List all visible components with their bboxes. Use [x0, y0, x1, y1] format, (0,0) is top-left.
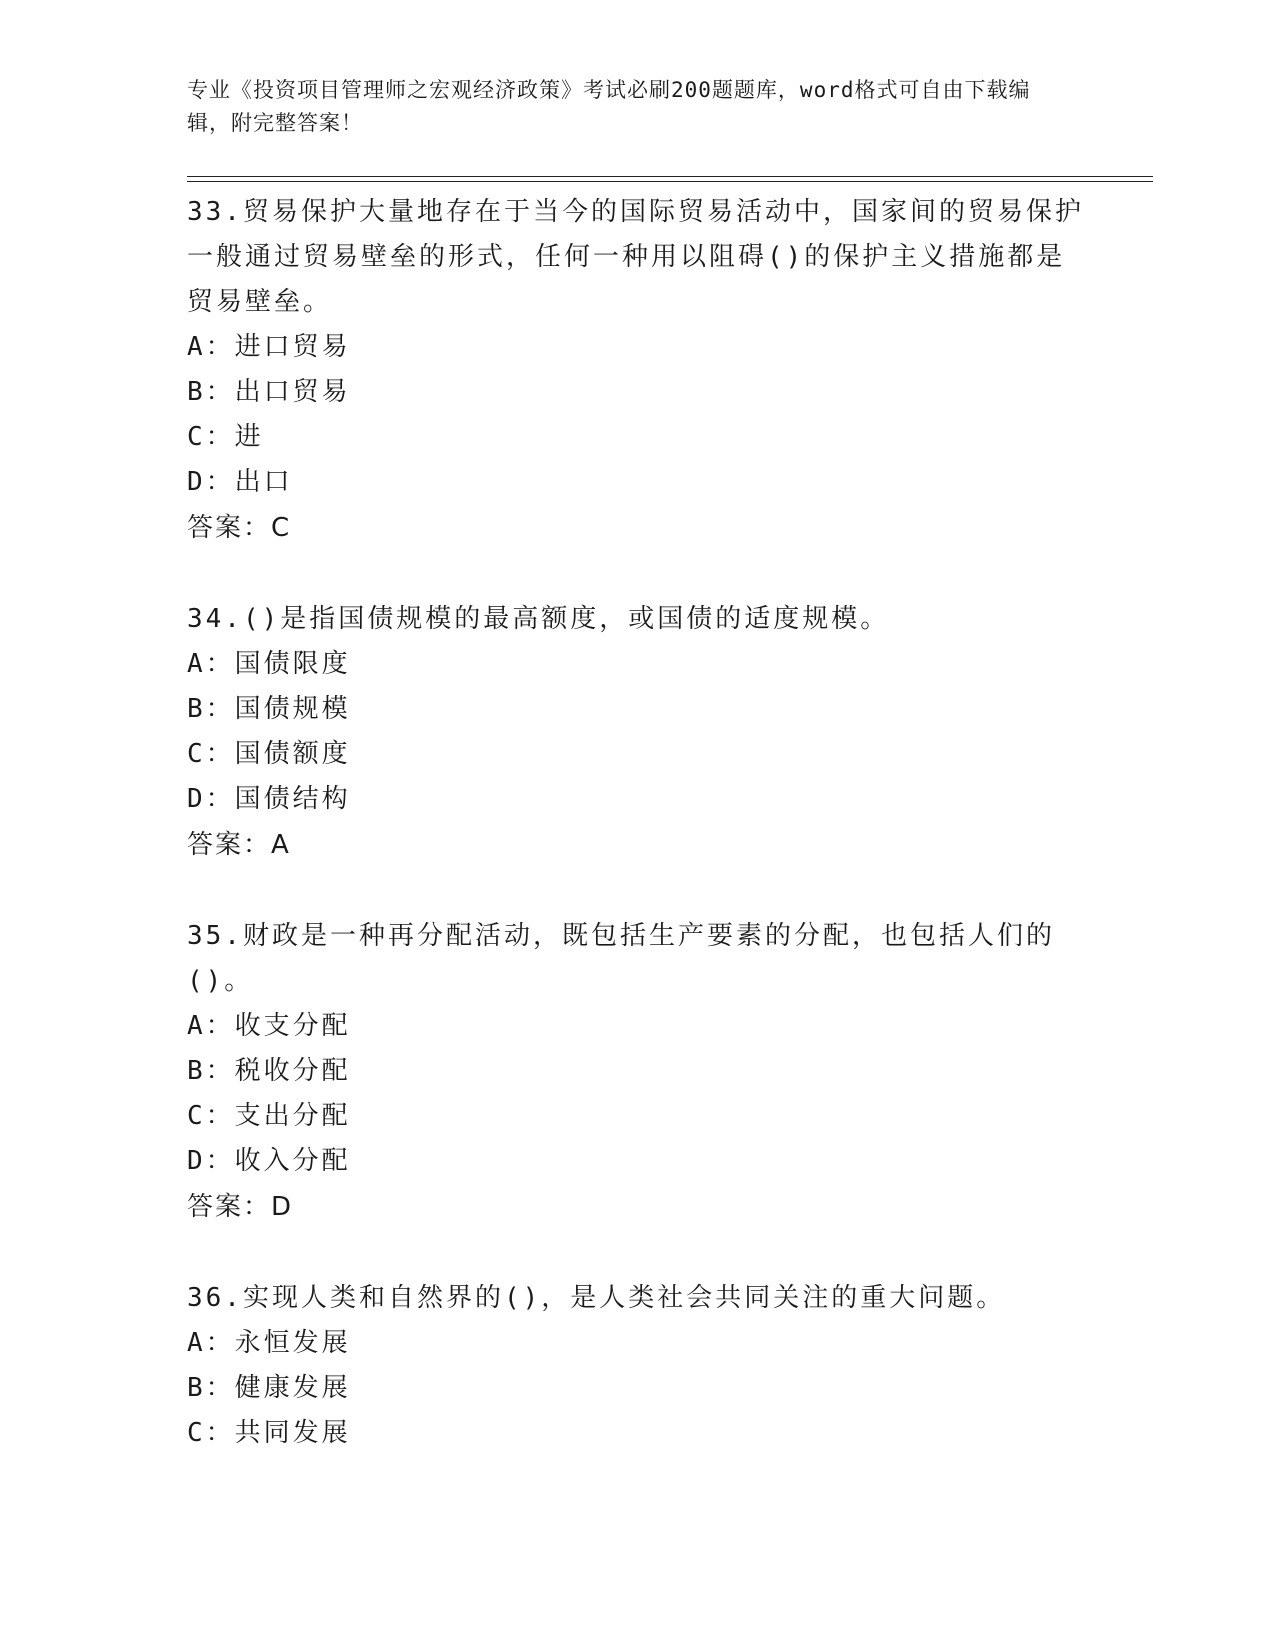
answer-line: 答案：D	[187, 1192, 294, 1222]
option-a: A：进口贸易	[187, 332, 351, 362]
option-b: B：国债规模	[187, 694, 351, 724]
question-stem: 35.财政是一种再分配活动，既包括生产要素的分配，也包括人们的()。	[187, 921, 1055, 996]
option-a: A：国债限度	[187, 649, 351, 679]
answer-line: 答案：A	[187, 830, 291, 860]
header-divider-bottom	[187, 181, 1153, 182]
question-36	[187, 1276, 1087, 1456]
option-b: B：税收分配	[187, 1056, 351, 1086]
question-33	[187, 190, 1087, 551]
option-d: D：出口	[187, 467, 293, 497]
option-c: C：支出分配	[187, 1101, 351, 1131]
option-d: D：收入分配	[187, 1146, 351, 1176]
question-34	[187, 597, 1087, 868]
question-stem: 34.()是指国债规模的最高额度，或国债的适度规模。	[187, 604, 890, 634]
option-c: C：进	[187, 422, 264, 452]
header-divider-top	[187, 176, 1153, 177]
option-d: D：国债结构	[187, 784, 351, 814]
answer-line: 答案：C	[187, 513, 292, 543]
question-35	[187, 914, 1087, 1230]
option-b: B：出口贸易	[187, 377, 351, 407]
option-a: A：永恒发展	[187, 1328, 351, 1358]
question-list	[187, 190, 1087, 1502]
option-b: B：健康发展	[187, 1373, 351, 1403]
document-header: 专业《投资项目管理师之宏观经济政策》考试必刷200题题库，word格式可自由下载编辑，附完整答案！	[187, 78, 1031, 135]
option-a: A：收支分配	[187, 1011, 351, 1041]
option-c: C：国债额度	[187, 739, 351, 769]
question-stem: 36.实现人类和自然界的()，是人类社会共同关注的重大问题。	[187, 1283, 1006, 1313]
option-c: C：共同发展	[187, 1418, 351, 1448]
question-stem: 33.贸易保护大量地存在于当今的国际贸易活动中，国家间的贸易保护一般通过贸易壁垒的形式，任何一种用以阻碍()的保护主义措施都是贸易壁垒。	[187, 197, 1084, 317]
